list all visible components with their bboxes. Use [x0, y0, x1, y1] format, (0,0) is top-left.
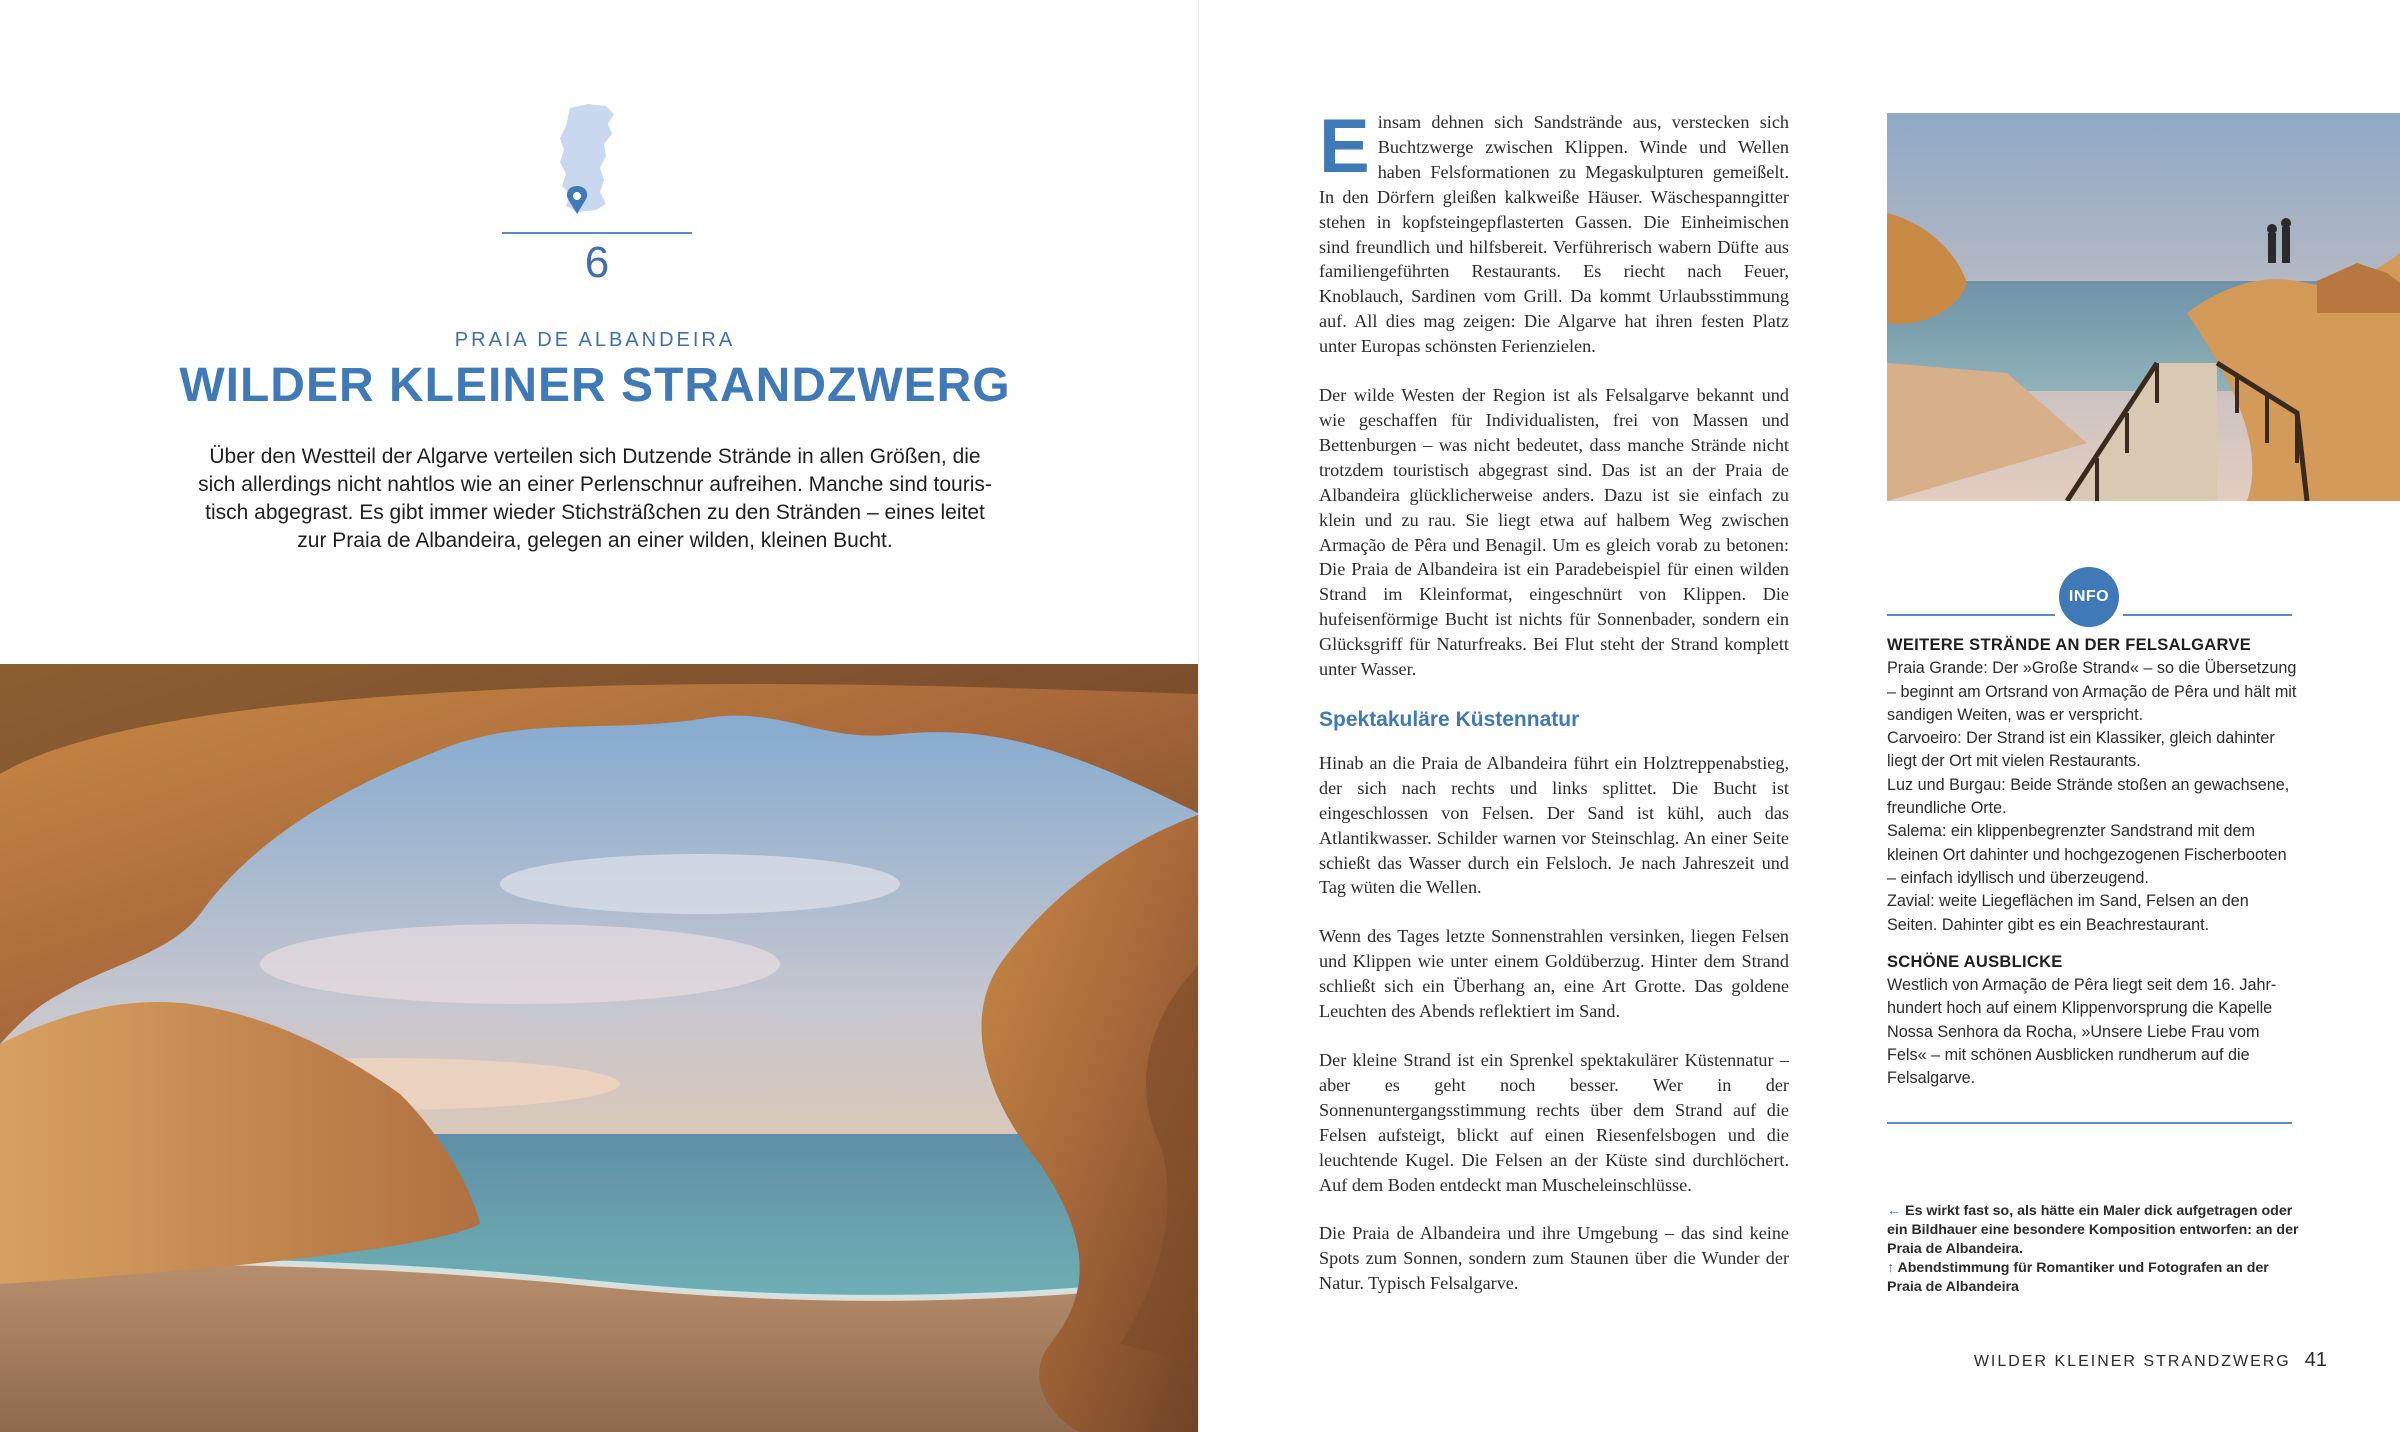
kicker: PRAIA DE ALBANDEIRA [454, 329, 736, 351]
info-rule [2123, 614, 2292, 616]
photo-captions [1887, 1202, 2307, 1297]
cave-arch-photo [0, 664, 1200, 1432]
page-footer [1974, 1349, 2327, 1372]
paragraph: Der kleine Strand ist ein Sprenkel spektakulärer Küstennatur – aber es geht noch besser. Wer in der Sonnenuntergangsstimmung rechts über dem Strand auf die Felsen aufsteigt, blickt auf einen Riesenfelsbogen und die leuchtende Kugel. Die Felsen an der Küste sind durchlöchert. Auf dem Boden entdeckt man Muscheleinschlüsse. [1319, 1050, 1789, 1195]
info-badge: INFO [2059, 567, 2119, 627]
info-rule [1887, 1122, 2292, 1124]
paragraph: Der wilde Westen der Region ist als Felsalgarve bekannt und wie geschaffen für Individualisten, frei von Massen und Bettenburgen – was nicht bedeutet, dass manche Strände nicht trotzdem touristisch abgegrast sind. Das ist an der Praia de Albandeira glücklicherweise anders. Dazu ist sie einfach zu klein und zu rau. Sie liegt etwa auf halbem Weg zwischen Armação de Pêra und Benagil. Um es gleich vorab zu betonen: Die Praia de Albandeira ist ein Paradebeispiel für einen wilden Strand im Kleinformat, eingeschnürt von Klippen. Die hufeisenförmige Bucht ist nichts für Sonnenbader, sondern ein Glücksgriff für Naturfreaks. Bei Flut steht der Strand komplett unter Wasser. [1319, 385, 1789, 680]
drop-cap: E [1319, 104, 1370, 189]
paragraph: Wenn des Tages letzte Sonnenstrahlen versinken, liegen Felsen und Klippen wie unter einem Goldüberzug. Hinter dem Strand schließt sich ein Überhang an, eine Art Grotte. Das goldene Leuchten des Abends reflektiert im Sand. [1319, 926, 1789, 1022]
intro-text [175, 443, 1015, 555]
paragraph: Einsam dehnen sich Sandstrände aus, verstecken sich Buchtzwerge zwischen Klippen. Winde und Wellen haben Felsformationen zu Megaskulpturen gemeißelt. In den Dörfern gleißen kalkweiße Häuser. Wäschespanngitter stehen in kopfsteingepflasterten Gassen. Die Einheimischen sind freundlich und hilfsbereit. Verführerisch wabern Düfte aus familiengeführten Restaurants. Es riecht nach Feuer, Knoblauch, Sardinen vom Grill. Da kommt Urlaubsstimmung auf. All dies mag zeigen: Die Algarve hat ihren festen Platz unter Europas schönsten Ferienzielen. [1319, 104, 1789, 357]
article-body [1319, 104, 1789, 1320]
info-box [1887, 634, 2297, 1091]
page-title: WILDER KLEINER STRANDZWERG [179, 359, 1011, 412]
intro-line: sich allerdings nicht nahtlos wie an einer Perlenschnur aufreihen. Manche sind touris- [198, 473, 992, 496]
info-text: Westlich von Armação de Pêra liegt seit dem 16. Jahrhundert hoch auf einem Klippenvorsprung die Kapelle Nossa Senhora da Rocha, »Unsere Liebe Frau vom Fels« – mit schönen Ausblicken rundherum auf die Felsalgarve. [1887, 976, 2277, 1088]
info-rule [1887, 614, 2055, 616]
arrow-up-icon: ↑ [1887, 1260, 1895, 1276]
caption: ↑ Abendstimmung für Romantiker und Fotografen an der Praia de Albandeira [1887, 1260, 2269, 1295]
info-item: Salema: ein klippenbegrenzter Sandstrand mit dem kleinen Ort dahinter und hochgezogenen Fischerbooten – einfach idyllisch und überzeugend. [1887, 822, 2287, 887]
arrow-left-icon: ← [1887, 1203, 1902, 1219]
info-item: Luz und Burgau: Beide Strände stoßen an gewachsene, freundliche Orte. [1887, 775, 2290, 818]
info-item: Praia Grande: Der »Große Strand« – so die Übersetzung – beginnt am Ortsrand von Armação de Pêra und hält mit sandigen Weiten, was er verspricht. [1887, 659, 2297, 724]
info-heading: SCHÖNE AUSBLICKE [1887, 952, 2063, 971]
intro-line: zur Praia de Albandeira, gelegen an einer wilden, kleinen Bucht. [297, 529, 893, 552]
book-gutter [1198, 0, 1200, 1432]
boardwalk-photo [1887, 113, 2400, 501]
running-title: WILDER KLEINER STRANDZWERG [1973, 1353, 2291, 1370]
info-item: Zavial: weite Liegeflächen im Sand, Felsen an den Seiten. Dahinter gibt es ein Beachrestaurant. [1887, 892, 2249, 934]
chapter-rule [502, 232, 692, 234]
info-item: Carvoeiro: Der Strand ist ein Klassiker, gleich dahinter liegt der Ort mit vielen Restaurants. [1887, 729, 2275, 771]
page-number: 41 [2304, 1349, 2327, 1371]
paragraph: Hinab an die Praia de Albandeira führt ein Holztreppenabstieg, der sich nach rechts und links splittet. Die Bucht ist eingeschlossen von Felsen. Der Sand ist kühl, auch das Atlantikwasser. Schilder warnen vor Steinschlag. An einer Seite schießt das Wasser durch ein Felsloch. Je nach Jahreszeit und Tag wüten die Wellen. [1319, 752, 1789, 898]
intro-line: tisch abgegrast. Es gibt immer wieder Stichsträßchen zu den Stränden – eines leitet [205, 501, 985, 524]
caption: ← Es wirkt fast so, als hätte ein Maler dick aufgetragen oder ein Bildhauer eine besondere Komposition entworfen: an der Praia de Albandeira. [1887, 1203, 2299, 1257]
left-page [0, 0, 1199, 1432]
intro-line: Über den Westteil der Algarve verteilen sich Dutzende Strände in allen Größen, die [209, 445, 981, 468]
info-heading: WEITERE STRÄNDE AN DER FELSALGARVE [1887, 636, 2252, 654]
paragraph: Die Praia de Albandeira und ihre Umgebung – das sind keine Spots zum Sonnen, sondern zum Staunen über die Wunder der Natur. Typisch Felsalgarve. [1319, 1223, 1789, 1294]
section-heading: Spektakuläre Küstennatur [1319, 707, 1580, 731]
chapter-number: 6 [584, 238, 610, 287]
portugal-map-icon [548, 100, 628, 230]
